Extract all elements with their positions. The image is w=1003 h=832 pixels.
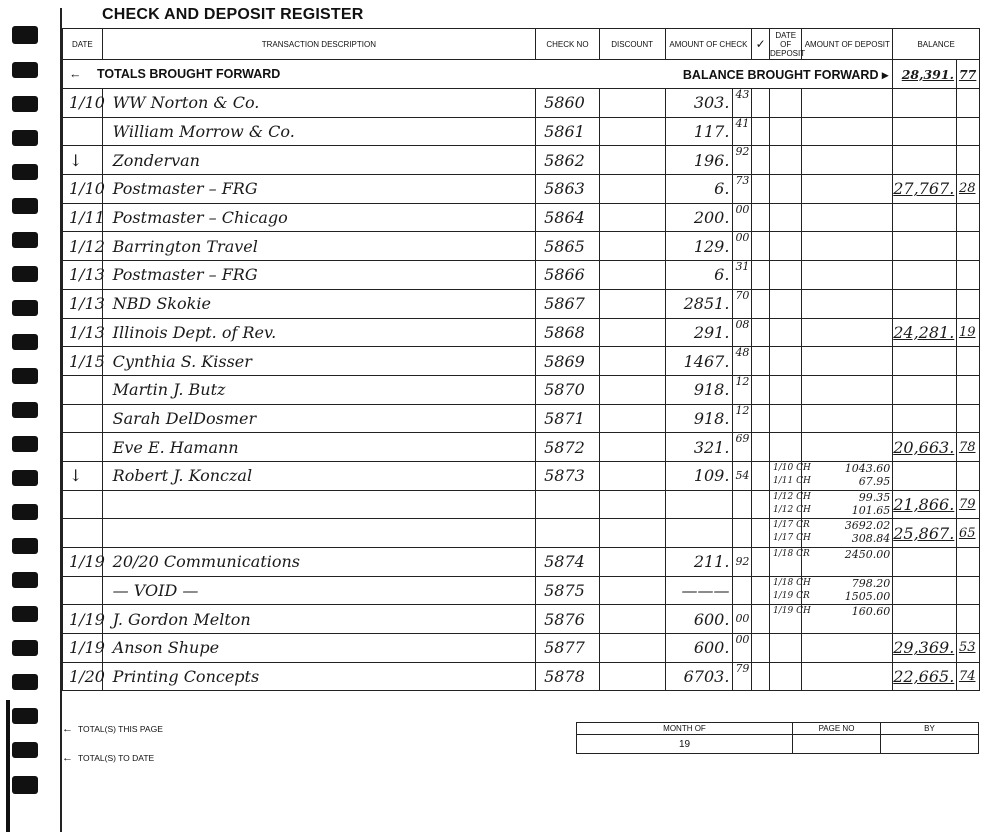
register-row (63, 433, 980, 462)
by-value (881, 735, 979, 754)
row-deposit-amount: 99.35 101.65 (802, 490, 893, 519)
row-description: Martin J. Butz (102, 375, 535, 404)
register-row (63, 289, 980, 318)
row-discount (599, 433, 665, 462)
row-amount: 303. (665, 89, 733, 118)
row-deposit-amount (802, 175, 893, 204)
row-balance-cents: 74 (956, 662, 979, 691)
row-amount-cents: 41 (733, 117, 752, 146)
row-date: 1/13 (63, 289, 103, 318)
row-check-no: 5865 (536, 232, 600, 261)
row-discount (599, 89, 665, 118)
row-amount (665, 490, 733, 519)
left-arrow-icon: ← (62, 723, 73, 735)
row-check-no: 5877 (536, 634, 600, 663)
row-amount-cents: 00 (733, 203, 752, 232)
row-amount-cents: 92 (733, 146, 752, 175)
row-discount (599, 662, 665, 691)
register-row (63, 232, 980, 261)
row-amount-cents: 00 (733, 232, 752, 261)
row-amount-cents (733, 576, 752, 605)
row-discount (599, 576, 665, 605)
row-amount-cents: 08 (733, 318, 752, 347)
row-deposit-amount (802, 634, 893, 663)
row-check-no: 5860 (536, 89, 600, 118)
row-amount-cents (733, 519, 752, 548)
spiral-binding (0, 0, 60, 832)
row-check-mark (752, 232, 770, 261)
row-deposit-date (770, 404, 802, 433)
row-date: 1/10 (63, 89, 103, 118)
row-check-mark (752, 548, 770, 577)
row-description: Postmaster – Chicago (102, 203, 535, 232)
row-balance-cents (956, 289, 979, 318)
register-row (63, 117, 980, 146)
register-row (63, 461, 980, 490)
col-check-mark: ✓ (752, 29, 770, 60)
row-deposit-amount: 3692.02 308.84 (802, 519, 893, 548)
row-date (63, 490, 103, 519)
row-check-no: 5875 (536, 576, 600, 605)
row-check-mark (752, 175, 770, 204)
row-deposit-amount (802, 662, 893, 691)
row-date: 1/15 (63, 347, 103, 376)
register-row (63, 175, 980, 204)
row-balance: 20,663. (893, 433, 957, 462)
row-date: 1/13 (63, 261, 103, 290)
row-deposit-amount (802, 89, 893, 118)
row-balance-cents (956, 146, 979, 175)
header-row (63, 29, 980, 60)
row-check-mark (752, 490, 770, 519)
row-description: WW Norton & Co. (102, 89, 535, 118)
col-date-of-deposit: DATE OF DEPOSIT (770, 30, 806, 58)
register-row (63, 605, 980, 634)
row-check-mark (752, 318, 770, 347)
row-deposit-date (770, 175, 802, 204)
row-check-no (536, 490, 600, 519)
row-description: NBD Skokie (102, 289, 535, 318)
row-date: 1/10 (63, 175, 103, 204)
row-deposit-date (770, 662, 802, 691)
col-date: DATE (63, 29, 103, 60)
register-row (63, 318, 980, 347)
row-amount-cents: 69 (733, 433, 752, 462)
totals-this-page (62, 723, 163, 735)
left-arrow-icon: ← (69, 67, 82, 81)
row-amount: 600. (665, 605, 733, 634)
row-description: Postmaster – FRG (102, 261, 535, 290)
row-discount (599, 289, 665, 318)
row-date: 1/20 (63, 662, 103, 691)
row-amount-cents: 12 (733, 404, 752, 433)
row-amount-cents: 70 (733, 289, 752, 318)
register-row (63, 519, 980, 548)
row-check-mark (752, 461, 770, 490)
row-amount: 200. (665, 203, 733, 232)
row-deposit-date (770, 289, 802, 318)
totals-this-page-label: TOTAL(S) THIS PAGE (78, 724, 163, 734)
row-check-no: 5864 (536, 203, 600, 232)
row-amount-cents: 79 (733, 662, 752, 691)
totals-to-date-label: TOTAL(S) TO DATE (78, 753, 155, 763)
row-date: 1/11 (63, 203, 103, 232)
row-amount (665, 519, 733, 548)
row-description: — VOID — (102, 576, 535, 605)
row-deposit-amount: 2450.00 (802, 548, 893, 577)
row-deposit-date (770, 232, 802, 261)
row-deposit-date (770, 261, 802, 290)
row-date: 1/12 (63, 232, 103, 261)
row-balance-cents (956, 347, 979, 376)
row-amount: 291. (665, 318, 733, 347)
row-balance-cents: 28 (956, 175, 979, 204)
row-amount: 6703. (665, 662, 733, 691)
row-amount-cents: 31 (733, 261, 752, 290)
row-check-mark (752, 375, 770, 404)
page-no-label: PAGE NO (793, 723, 881, 735)
totals-to-date (62, 752, 154, 764)
row-date: ↓ (63, 146, 103, 175)
row-deposit-amount (802, 261, 893, 290)
row-check-mark (752, 117, 770, 146)
register-row (63, 375, 980, 404)
row-amount-cents: 54 (733, 461, 752, 490)
left-arrow-icon: ← (62, 752, 73, 764)
row-balance: 22,665. (893, 662, 957, 691)
row-discount (599, 490, 665, 519)
page-no-value (793, 735, 881, 754)
row-deposit-date (770, 375, 802, 404)
row-check-mark (752, 519, 770, 548)
row-check-no: 5871 (536, 404, 600, 433)
row-check-no: 5866 (536, 261, 600, 290)
row-balance (893, 203, 957, 232)
row-check-no: 5874 (536, 548, 600, 577)
row-description (102, 519, 535, 548)
row-check-no (536, 519, 600, 548)
row-check-mark (752, 634, 770, 663)
row-balance-cents: 78 (956, 433, 979, 462)
row-check-no: 5867 (536, 289, 600, 318)
row-balance (893, 117, 957, 146)
row-deposit-date: 1/19 CH (770, 605, 802, 634)
row-amount: ——— (665, 576, 733, 605)
row-deposit-date (770, 146, 802, 175)
register-row (63, 634, 980, 663)
row-amount-cents: 00 (733, 634, 752, 663)
row-balance (893, 605, 957, 634)
row-balance (893, 461, 957, 490)
row-deposit-amount (802, 318, 893, 347)
row-description: Barrington Travel (102, 232, 535, 261)
by-label: BY (881, 723, 979, 735)
row-balance-cents (956, 375, 979, 404)
row-date: ↓ (63, 461, 103, 490)
row-balance: 25,867. (893, 519, 957, 548)
row-check-no: 5872 (536, 433, 600, 462)
row-check-no: 5876 (536, 605, 600, 634)
row-balance-cents (956, 576, 979, 605)
month-of-label: MONTH OF (577, 723, 793, 735)
row-description: Printing Concepts (102, 662, 535, 691)
row-deposit-amount (802, 146, 893, 175)
row-check-no: 5873 (536, 461, 600, 490)
row-discount (599, 404, 665, 433)
row-description (102, 490, 535, 519)
row-deposit-amount (802, 404, 893, 433)
row-balance: 21,866. (893, 490, 957, 519)
row-balance-cents: 53 (956, 634, 979, 663)
row-deposit-date: 1/18 CR (770, 548, 802, 577)
row-check-mark (752, 261, 770, 290)
register-row (63, 662, 980, 691)
row-discount (599, 232, 665, 261)
row-balance (893, 576, 957, 605)
row-date (63, 404, 103, 433)
row-check-no: 5861 (536, 117, 600, 146)
row-date (63, 519, 103, 548)
row-balance-cents (956, 605, 979, 634)
row-description: Eve E. Hamann (102, 433, 535, 462)
row-deposit-amount: 160.60 (802, 605, 893, 634)
row-discount (599, 605, 665, 634)
row-description: Postmaster – FRG (102, 175, 535, 204)
row-check-no: 5869 (536, 347, 600, 376)
row-check-no: 5870 (536, 375, 600, 404)
row-date (63, 433, 103, 462)
row-deposit-date (770, 433, 802, 462)
row-amount-cents: 43 (733, 89, 752, 118)
row-date (63, 576, 103, 605)
row-balance-cents (956, 117, 979, 146)
row-deposit-amount (802, 203, 893, 232)
row-balance-cents: 19 (956, 318, 979, 347)
row-amount-cents: 48 (733, 347, 752, 376)
footer-info-table (576, 722, 979, 754)
register-row (63, 347, 980, 376)
row-discount (599, 519, 665, 548)
row-amount: 129. (665, 232, 733, 261)
register-row (63, 576, 980, 605)
row-deposit-amount (802, 289, 893, 318)
row-discount (599, 203, 665, 232)
row-deposit-date (770, 318, 802, 347)
row-amount-cents (733, 490, 752, 519)
row-balance (893, 261, 957, 290)
totals-forward-label: TOTALS BROUGHT FORWARD (97, 67, 281, 81)
row-amount: 321. (665, 433, 733, 462)
row-discount (599, 175, 665, 204)
row-description: Illinois Dept. of Rev. (102, 318, 535, 347)
balance-forward-cell (536, 60, 893, 89)
row-amount-cents: 12 (733, 375, 752, 404)
col-check-no: CHECK NO (536, 29, 600, 60)
row-deposit-amount (802, 232, 893, 261)
row-amount-cents: 73 (733, 175, 752, 204)
balance-forward-cents: 77 (956, 60, 979, 89)
row-check-mark (752, 289, 770, 318)
row-check-no: 5862 (536, 146, 600, 175)
row-deposit-date: 1/12 CH 1/12 CH (770, 490, 802, 519)
row-discount (599, 548, 665, 577)
register-row (63, 490, 980, 519)
row-deposit-amount: 1043.60 67.95 (802, 461, 893, 490)
row-balance-cents (956, 461, 979, 490)
row-balance (893, 548, 957, 577)
register-row (63, 548, 980, 577)
row-amount: 2851. (665, 289, 733, 318)
row-amount: 918. (665, 375, 733, 404)
row-amount-cents: 00 (733, 605, 752, 634)
row-description: J. Gordon Melton (102, 605, 535, 634)
row-check-mark (752, 89, 770, 118)
register-row (63, 203, 980, 232)
col-discount: DISCOUNT (599, 29, 665, 60)
row-balance-cents (956, 89, 979, 118)
register-row (63, 261, 980, 290)
row-check-no: 5878 (536, 662, 600, 691)
row-balance (893, 232, 957, 261)
row-description: William Morrow & Co. (102, 117, 535, 146)
row-check-no: 5863 (536, 175, 600, 204)
balance-forward-label: BALANCE BROUGHT FORWARD ▸ (682, 67, 889, 82)
row-description: Anson Shupe (102, 634, 535, 663)
row-balance-cents: 79 (956, 490, 979, 519)
col-description: TRANSACTION DESCRIPTION (102, 29, 535, 60)
row-amount: 918. (665, 404, 733, 433)
row-discount (599, 347, 665, 376)
row-date (63, 117, 103, 146)
row-balance-cents (956, 548, 979, 577)
row-discount (599, 375, 665, 404)
row-check-no: 5868 (536, 318, 600, 347)
row-check-mark (752, 662, 770, 691)
col-balance: BALANCE (893, 29, 980, 60)
row-description: Robert J. Konczal (102, 461, 535, 490)
balance-forward-value: 28,391. (893, 60, 957, 89)
row-deposit-amount (802, 375, 893, 404)
row-balance (893, 404, 957, 433)
row-amount: 6. (665, 261, 733, 290)
row-deposit-date: 1/18 CH 1/19 CR (770, 576, 802, 605)
row-discount (599, 461, 665, 490)
row-balance (893, 375, 957, 404)
row-balance-cents (956, 232, 979, 261)
row-balance: 24,281. (893, 318, 957, 347)
row-deposit-amount: 798.20 1505.00 (802, 576, 893, 605)
row-date: 1/19 (63, 605, 103, 634)
row-description: Sarah DelDosmer (102, 404, 535, 433)
row-check-mark (752, 605, 770, 634)
row-balance-cents (956, 404, 979, 433)
row-amount: 211. (665, 548, 733, 577)
page-title: CHECK AND DEPOSIT REGISTER (102, 6, 364, 23)
row-check-mark (752, 203, 770, 232)
row-deposit-date: 1/10 CH 1/11 CH (770, 461, 802, 490)
row-balance (893, 146, 957, 175)
row-deposit-date (770, 634, 802, 663)
row-deposit-date (770, 203, 802, 232)
row-balance (893, 289, 957, 318)
row-balance (893, 89, 957, 118)
row-amount-cents: 92 (733, 548, 752, 577)
row-check-mark (752, 404, 770, 433)
row-date (63, 375, 103, 404)
row-amount: 196. (665, 146, 733, 175)
row-amount: 117. (665, 117, 733, 146)
row-check-mark (752, 433, 770, 462)
row-amount: 1467. (665, 347, 733, 376)
row-description: Cynthia S. Kisser (102, 347, 535, 376)
row-description: Zondervan (102, 146, 535, 175)
row-discount (599, 318, 665, 347)
row-date: 1/19 (63, 634, 103, 663)
row-deposit-date (770, 347, 802, 376)
col-amount-of-check: AMOUNT OF CHECK (665, 29, 752, 60)
row-discount (599, 117, 665, 146)
register-table (62, 28, 980, 691)
month-of-value: 19 (577, 735, 793, 754)
row-discount (599, 261, 665, 290)
register-row (63, 89, 980, 118)
row-balance-cents: 65 (956, 519, 979, 548)
totals-forward-cell (63, 60, 536, 89)
row-discount (599, 634, 665, 663)
row-deposit-amount (802, 117, 893, 146)
row-discount (599, 146, 665, 175)
row-balance: 29,369. (893, 634, 957, 663)
row-balance-cents (956, 261, 979, 290)
row-description: 20/20 Communications (102, 548, 535, 577)
row-balance (893, 347, 957, 376)
col-amount-of-deposit: AMOUNT OF DEPOSIT (802, 29, 893, 60)
row-deposit-amount (802, 347, 893, 376)
forward-row (63, 60, 980, 89)
row-amount: 6. (665, 175, 733, 204)
row-check-mark (752, 347, 770, 376)
row-date: 1/19 (63, 548, 103, 577)
row-deposit-date (770, 117, 802, 146)
row-deposit-amount (802, 433, 893, 462)
row-amount: 600. (665, 634, 733, 663)
row-check-mark (752, 146, 770, 175)
row-amount: 109. (665, 461, 733, 490)
register-row (63, 404, 980, 433)
row-date: 1/13 (63, 318, 103, 347)
register-row (63, 146, 980, 175)
row-deposit-date (770, 89, 802, 118)
row-deposit-date: 1/17 CR 1/17 CH (770, 519, 802, 548)
row-check-mark (752, 576, 770, 605)
row-balance: 27,767. (893, 175, 957, 204)
row-balance-cents (956, 203, 979, 232)
